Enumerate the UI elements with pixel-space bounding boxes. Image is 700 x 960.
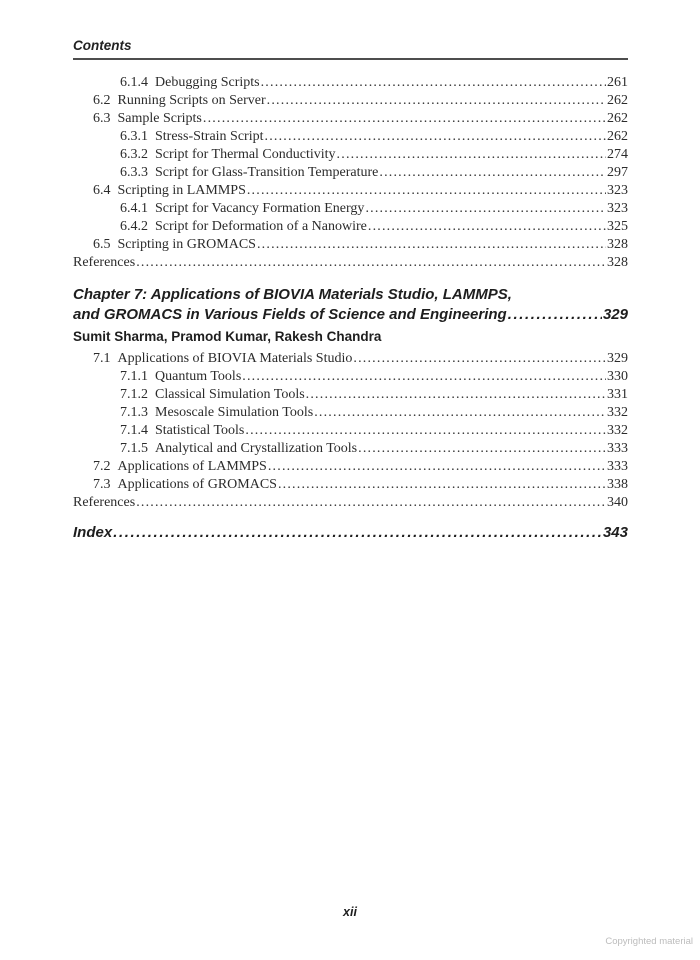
toc-entry-title: Running Scripts on Server: [117, 93, 266, 108]
toc-entry: [73, 182, 628, 200]
toc-entry: [73, 110, 628, 128]
toc-entry: [73, 386, 628, 404]
toc-entry-title: Scripting in GROMACS: [117, 237, 256, 252]
dot-leader: [267, 92, 606, 110]
toc-entry-number: 7.2: [93, 459, 111, 474]
toc-entry: [73, 476, 628, 494]
toc-entry-title: Debugging Scripts: [155, 75, 260, 90]
dot-leader: [265, 128, 607, 146]
copyright-watermark: Copyrighted material: [605, 936, 693, 947]
toc-entry-number: 7.1.5: [120, 441, 148, 456]
toc-entry-number: 7.1: [93, 351, 111, 366]
chapter7-authors: Sumit Sharma, Pramod Kumar, Rakesh Chandra: [73, 329, 382, 344]
toc-entry-title: Scripting in LAMMPS: [117, 183, 246, 198]
dot-leader: [368, 218, 606, 236]
toc-entry-number: 6.1.4: [120, 75, 148, 90]
chapter6-toc-list: [73, 74, 628, 272]
toc-entry-page: 297: [607, 165, 628, 180]
toc-entry-title: Script for Vacancy Formation Energy: [155, 201, 365, 216]
dot-leader: [136, 254, 606, 272]
dot-leader: [261, 74, 606, 92]
toc-entry-number: 6.4: [93, 183, 111, 198]
toc-entry-page: 328: [607, 255, 628, 270]
toc-entry-title: Script for Thermal Conductivity: [155, 147, 336, 162]
toc-entry-title: References: [73, 255, 136, 270]
toc-entry-page: 331: [607, 387, 628, 402]
toc-entry-page: 262: [607, 129, 628, 144]
index-page: 343: [602, 524, 628, 541]
toc-entry: [73, 236, 628, 254]
dot-leader: [268, 458, 606, 476]
toc-entry-references: [73, 494, 628, 512]
chapter7-heading-line2: [73, 305, 628, 325]
toc-entry-title: Quantum Tools: [155, 369, 242, 384]
toc-entry: [73, 200, 628, 218]
dot-leader: [245, 422, 606, 440]
toc-entry: [73, 404, 628, 422]
chapter7-heading: [73, 285, 628, 325]
toc-entry: [73, 422, 628, 440]
toc-entry-page: 262: [607, 93, 628, 108]
toc-entry-page: 338: [607, 477, 628, 492]
toc-entry-title: Applications of BIOVIA Materials Studio: [117, 351, 353, 366]
toc-entry-page: 332: [607, 423, 628, 438]
toc-entry-number: 7.3: [93, 477, 111, 492]
toc-entry-references: [73, 254, 628, 272]
toc-entry-number: 7.1.2: [120, 387, 148, 402]
chapter7-heading-line2-text: and GROMACS in Various Fields of Science and Engineering: [73, 306, 507, 323]
dot-leader: [379, 164, 606, 182]
toc-entry: [73, 440, 628, 458]
dot-leader: [278, 476, 606, 494]
toc-entry-page: 274: [607, 147, 628, 162]
toc-entry-title: Sample Scripts: [117, 111, 202, 126]
toc-entry-number: 6.3.1: [120, 129, 148, 144]
toc-entry: [73, 458, 628, 476]
dot-leader: [247, 182, 606, 200]
toc-entry-number: 7.1.1: [120, 369, 148, 384]
running-head: Contents: [73, 38, 132, 53]
dot-leader: [508, 305, 602, 325]
toc-entry-page: 332: [607, 405, 628, 420]
chapter7-heading-page: 329: [602, 306, 628, 323]
toc-entry: [73, 350, 628, 368]
toc-entry-page: 261: [607, 75, 628, 90]
dot-leader: [314, 404, 606, 422]
toc-entry-title: Analytical and Crystallization Tools: [155, 441, 358, 456]
toc-entry-number: 6.2: [93, 93, 111, 108]
dot-leader: [203, 110, 606, 128]
toc-entry-title: Applications of LAMMPS: [117, 459, 267, 474]
toc-entry-page: 340: [607, 495, 628, 510]
chapter7-toc-list: [73, 350, 628, 512]
toc-entry-title: Script for Deformation of a Nanowire: [155, 219, 367, 234]
dot-leader: [365, 200, 606, 218]
toc-entry-title: Statistical Tools: [155, 423, 245, 438]
toc-entry-page: 328: [607, 237, 628, 252]
chapter7-heading-line1: Chapter 7: Applications of BIOVIA Materials Studio, LAMMPS,: [73, 286, 512, 303]
toc-entry-number: 6.4.2: [120, 219, 148, 234]
toc-entry-number: 6.5: [93, 237, 111, 252]
toc-entry: [73, 74, 628, 92]
dot-leader: [337, 146, 606, 164]
index-title: Index: [73, 524, 113, 541]
toc-entry-number: 6.3.2: [120, 147, 148, 162]
toc-entry: [73, 92, 628, 110]
toc-entry-title: Script for Glass-Transition Temperature: [155, 165, 379, 180]
toc-entry: [73, 164, 628, 182]
dot-leader: [242, 368, 606, 386]
toc-entry-number: 7.1.4: [120, 423, 148, 438]
toc-entry-title: Mesoscale Simulation Tools: [155, 405, 314, 420]
toc-entry-page: 333: [607, 441, 628, 456]
page-number-folio: xii: [343, 905, 357, 919]
header-rule: [73, 58, 628, 60]
dot-leader: [257, 236, 606, 254]
toc-entry-page: 330: [607, 369, 628, 384]
toc-entry-page: 329: [607, 351, 628, 366]
toc-entry-index: [73, 523, 628, 543]
toc-entry-title: References: [73, 495, 136, 510]
dot-leader: [136, 494, 606, 512]
toc-entry-page: 262: [607, 111, 628, 126]
toc-entry-page: 333: [607, 459, 628, 474]
toc-entry: [73, 146, 628, 164]
toc-entry-page: 323: [607, 183, 628, 198]
toc-entry: [73, 218, 628, 236]
toc-entry: [73, 128, 628, 146]
dot-leader: [353, 350, 606, 368]
toc-entry-title: Stress-Strain Script: [155, 129, 264, 144]
toc-entry-number: 6.4.1: [120, 201, 148, 216]
toc-entry-page: 323: [607, 201, 628, 216]
toc-entry-title: Applications of GROMACS: [117, 477, 277, 492]
toc-entry-number: 6.3.3: [120, 165, 148, 180]
toc-entry-number: 6.3: [93, 111, 111, 126]
dot-leader: [113, 523, 602, 543]
toc-entry-page: 325: [607, 219, 628, 234]
dot-leader: [358, 440, 606, 458]
toc-entry-number: 7.1.3: [120, 405, 148, 420]
toc-entry: [73, 368, 628, 386]
toc-entry-title: Classical Simulation Tools: [155, 387, 305, 402]
dot-leader: [306, 386, 606, 404]
